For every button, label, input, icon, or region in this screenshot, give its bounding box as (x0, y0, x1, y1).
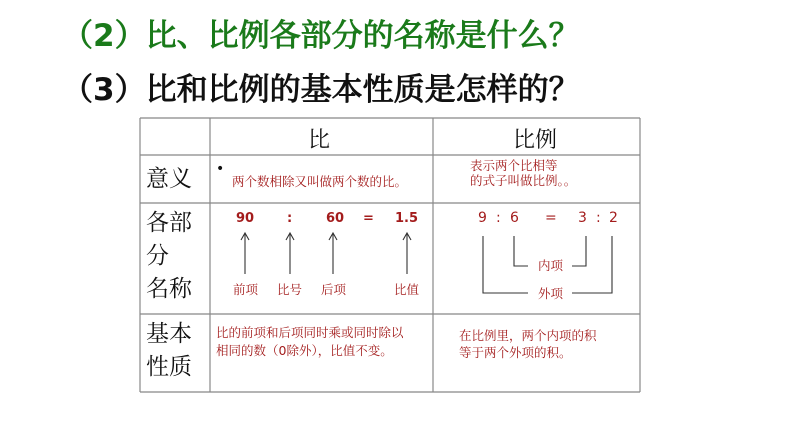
proportion-colon-1: : (496, 210, 501, 226)
ratio-value: 1.5 (395, 211, 419, 226)
proportion-term-2: 6 (510, 210, 519, 226)
meaning-proportion-text: 表示两个比相等 的式子叫做比例。。 (470, 158, 577, 188)
property-proportion-text: 在比例里，两个内项的积 等于两个外项的积。 (459, 328, 597, 360)
label-inner-terms: 内项 (538, 258, 564, 273)
outer-bracket-right (572, 236, 612, 293)
proportion-equals: = (545, 210, 557, 226)
proportion-term-1: 9 (478, 210, 487, 226)
property-ratio-text: 比的前项和后项同时乘或同时除以 相同的数（0除外），比值不变。 (216, 325, 404, 358)
meaning-ratio-text: 两个数相除又叫做两个数的比。 (232, 174, 408, 189)
proportion-term-3: 3 (578, 210, 587, 226)
row-label-parts: 各部 分 名称 (146, 210, 192, 302)
heading-question-2: （2）比、比例各部分的名称是什么？ (62, 18, 580, 54)
label-antecedent: 前项 (233, 282, 259, 297)
label-outer-terms: 外项 (538, 286, 564, 301)
inner-bracket-left (514, 236, 528, 266)
label-colon: 比号 (277, 282, 303, 297)
proportion-term-4: 2 (609, 210, 618, 226)
proportion-colon-2: : (596, 210, 601, 226)
ratio-antecedent: 90 (236, 211, 255, 226)
inner-bracket-right (572, 236, 586, 266)
outer-bracket-left (483, 236, 528, 293)
ratio-colon: : (287, 211, 293, 226)
ratio-consequent: 60 (326, 211, 345, 226)
label-consequent: 后项 (321, 282, 347, 297)
row-label-meaning: 意义 (146, 166, 192, 192)
label-value: 比值 (394, 282, 420, 297)
ratio-equals: = (363, 211, 374, 226)
row-label-property: 基本 性质 (146, 321, 192, 380)
column-header-proportion: 比例 (513, 128, 558, 153)
heading-question-3: （3）比和比例的基本性质是怎样的？ (62, 72, 580, 108)
bullet: • (216, 161, 225, 177)
column-header-ratio: 比 (308, 128, 331, 153)
